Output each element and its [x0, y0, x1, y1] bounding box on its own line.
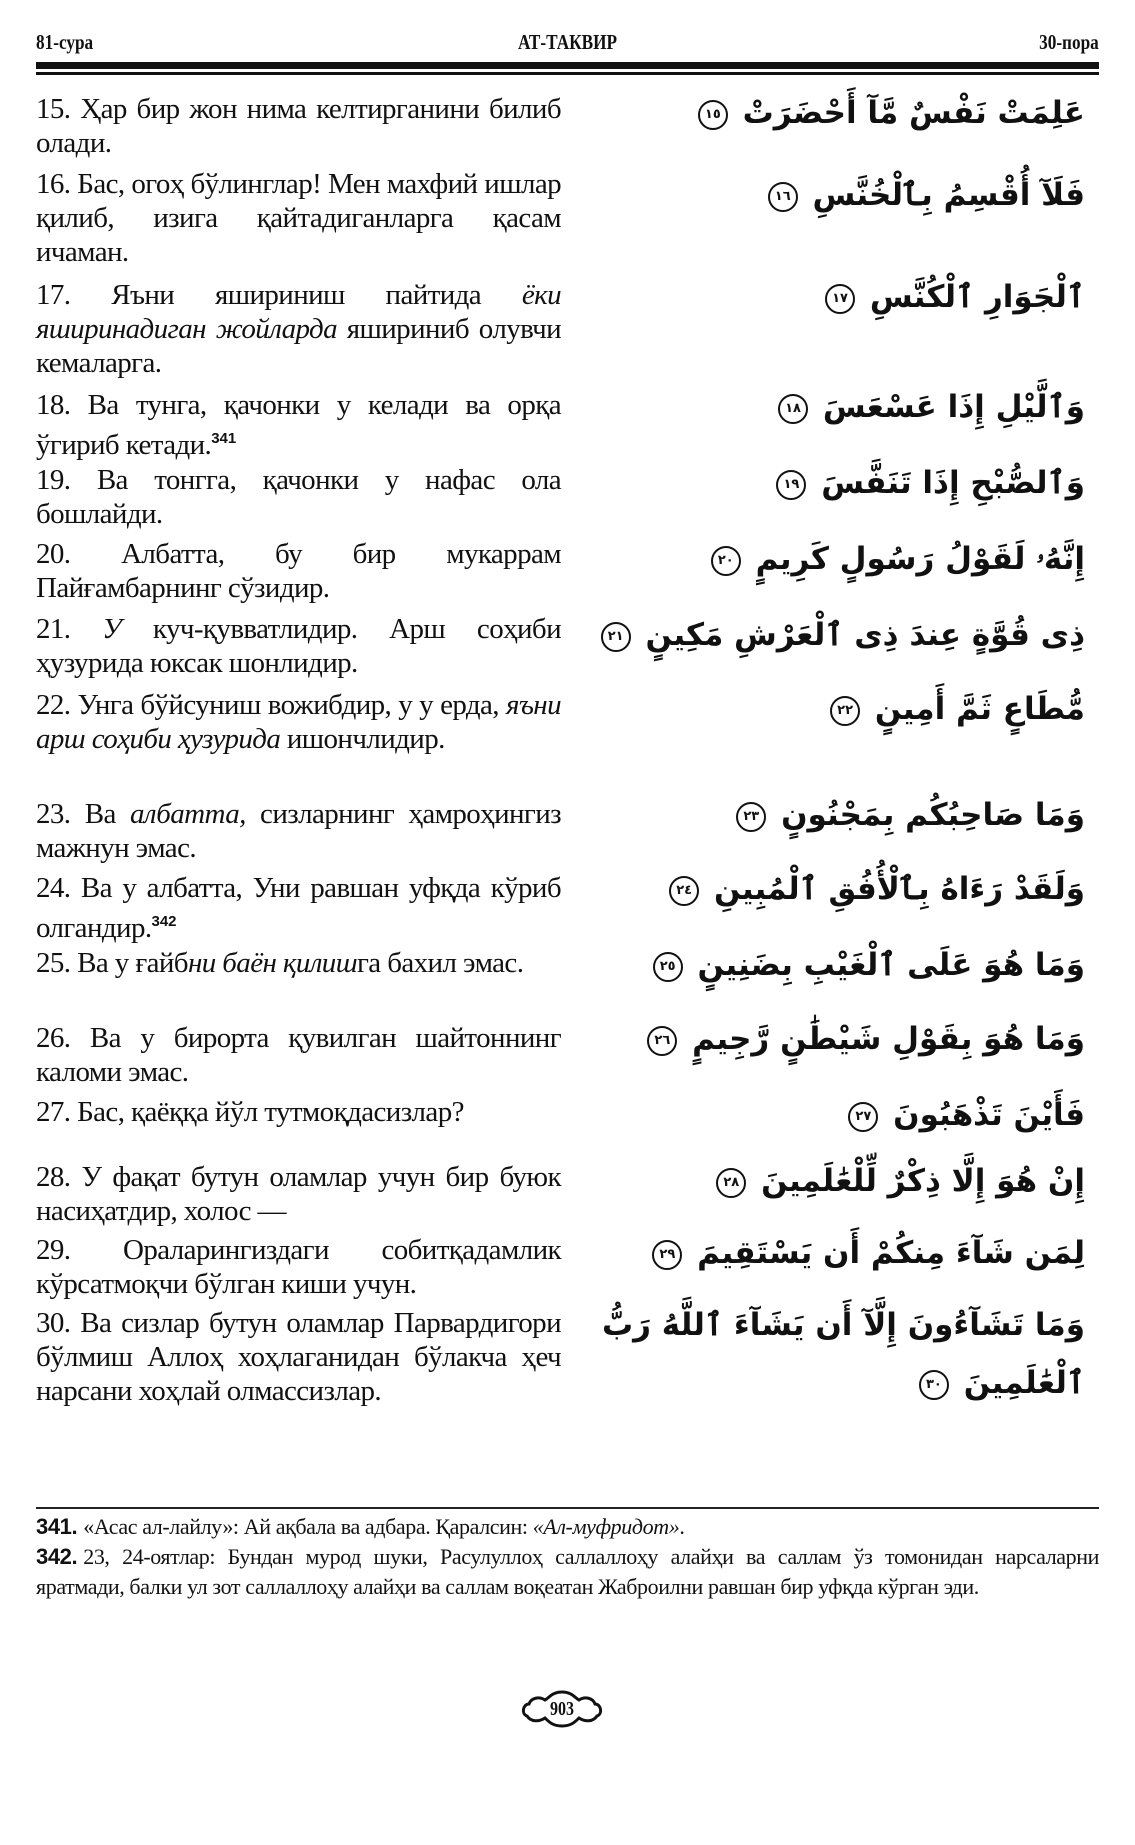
verse-arabic: [585, 272, 1085, 322]
text-segment: 18. Ва тунга, қачонки у келади ва орқа ўгириб кетади.: [36, 389, 561, 461]
verse-arabic: [585, 534, 1085, 584]
verse-number-icon: ٢٢: [830, 696, 860, 726]
text-segment: яшириниб олувчи кемаларга.: [36, 313, 561, 379]
text-segment: 16. Бас, огоҳ бўлинглар! Мен махфий ишлар қилиб, изига қайтадиганларга қасам ичаман.: [36, 168, 561, 268]
verse-translation: [36, 1306, 561, 1408]
verse-number-icon: ٢٠: [711, 546, 741, 576]
footnote-ref[interactable]: 341: [211, 430, 237, 447]
verse-translation: [36, 1160, 561, 1228]
verse-number-icon: ٢٧: [848, 1102, 878, 1132]
verse-number-icon: ٢١: [601, 622, 631, 652]
verse-number-icon: ٢٩: [652, 1240, 682, 1270]
verse-arabic: [585, 790, 1085, 840]
header-rule-thin: [36, 72, 1099, 75]
arabic-text: وَٱلصُّبْحِ إِذَا تَنَفَّسَ: [821, 465, 1085, 501]
verse-translation: [36, 1233, 561, 1301]
italic-text: албатта,: [130, 798, 246, 830]
arabic-text: وَمَا صَاحِبُكُم بِمَجْنُونٍ: [781, 797, 1085, 833]
verse-number-icon: ١٧: [825, 284, 855, 314]
verse-arabic: [585, 1296, 1085, 1412]
verse-number-icon: ١٥: [698, 100, 728, 130]
text-segment: 23, 24-оятлар: Бундан мурод шуки, Расулуллоҳ саллаллоҳу алайҳи ва саллам ўз томонидан нарсаларни яратмади, балки ул зот саллаллоҳу алайҳи ва саллам воқеатан Жаброилни равшан бир уфқда кўрган эди.: [36, 1544, 1099, 1599]
text-segment: 28. У фақат бутун оламлар учун бир буюк насиҳатдир, холос —: [36, 1161, 561, 1227]
text-segment: 22. Унга бўйсуниш вожибдир, у у ерда,: [36, 689, 506, 721]
text-segment: 20. Албатта, бу бир мукаррам Пайғамбарнинг сўзидир.: [36, 538, 561, 604]
text-segment: 25. Ва у ғайб: [36, 947, 188, 979]
text-segment: 26. Ва у бирорта қувилган шайтоннинг каломи эмас.: [36, 1022, 561, 1088]
arabic-text: وَمَا هُوَ عَلَى ٱلْغَيْبِ بِضَنِينٍ: [697, 947, 1085, 983]
arabic-text: ذِى قُوَّةٍ عِندَ ذِى ٱلْعَرْشِ مَكِينٍ: [645, 617, 1085, 653]
arabic-text: فَأَيْنَ تَذْهَبُونَ: [893, 1097, 1085, 1133]
verse-number-icon: ٢٣: [736, 802, 766, 832]
verse-number-icon: ١٦: [768, 182, 798, 212]
header-rule: [36, 62, 1099, 69]
verse-number-icon: ١٨: [778, 394, 808, 424]
text-segment: 15. Ҳар бир жон нима келтирганини билиб олади.: [36, 93, 561, 159]
arabic-text: إِنْ هُوَ إِلَّا ذِكْرٌ لِّلْعَٰلَمِينَ: [761, 1163, 1085, 1199]
footnote: [36, 1542, 1099, 1602]
footnote-number: 341.: [36, 1514, 78, 1539]
arabic-text: لِمَن شَآءَ مِنكُمْ أَن يَسْتَقِيمَ: [697, 1235, 1085, 1271]
verse-translation: [36, 278, 561, 380]
arabic-text: ٱلْجَوَارِ ٱلْكُنَّسِ: [869, 279, 1085, 315]
italic-text: ёки яширинадиган жойларда: [36, 279, 561, 345]
text-segment: 24. Ва у албатта, Уни равшан уфқда кўриб олгандир.: [36, 872, 561, 944]
verse-translation: [36, 797, 561, 865]
verse-arabic: [585, 940, 1085, 990]
italic-text: У: [102, 613, 122, 645]
text-segment: 17. Яъни яшириниш пайтида: [36, 279, 522, 311]
text-segment: ишончлидир.: [280, 723, 445, 755]
italic-text: «Ал-муфридот»: [532, 1514, 680, 1539]
verse-translation: [36, 92, 561, 160]
verse-translation: [36, 1095, 561, 1129]
arabic-text: مُّطَاعٍ ثَمَّ أَمِينٍ: [874, 691, 1085, 727]
surah-title: АТ-ТАКВИР: [517, 30, 618, 54]
arabic-text: وَمَا تَشَآءُونَ إِلَّآ أَن يَشَآءَ ٱللَّهُ رَبُّ ٱلْعَٰلَمِينَ: [602, 1307, 1085, 1401]
text-segment: 23. Ва: [36, 798, 130, 830]
verse-number-icon: ١٩: [776, 470, 806, 500]
text-segment: куч-қувватлидир. Арш соҳиби ҳузурида юксак шонлидир.: [36, 613, 561, 679]
footnote-number: 342.: [36, 1544, 78, 1569]
verse-translation: [36, 463, 561, 531]
verse-translation: [36, 167, 561, 269]
footnote: [36, 1512, 1099, 1542]
text-segment: 21.: [36, 613, 103, 645]
surah-label: 81-сура: [36, 30, 94, 54]
text-segment: 29. Ораларингиздаги собитқадамлик кўрсатмоқчи бўлган киши учун.: [36, 1234, 561, 1300]
verse-arabic: [585, 458, 1085, 508]
text-segment: га бахил эмас.: [357, 947, 524, 979]
arabic-text: فَلَآ أُقْسِمُ بِٱلْخُنَّسِ: [812, 177, 1085, 213]
verse-arabic: [585, 1014, 1085, 1064]
italic-text: ни баён қилиш: [187, 947, 358, 979]
verse-translation: [36, 612, 561, 680]
verse-arabic: [585, 1156, 1085, 1206]
arabic-text: إِنَّهُۥ لَقَوْلُ رَسُولٍ كَرِيمٍ: [755, 541, 1085, 577]
verse-arabic: [585, 382, 1085, 432]
italic-text: яъни арш соҳиби ҳузурида: [36, 689, 561, 755]
verse-arabic: [585, 1090, 1085, 1140]
arabic-text: وَمَا هُوَ بِقَوْلِ شَيْطَٰنٍ رَّجِيمٍ: [692, 1021, 1085, 1057]
text-segment: «Асас ал-лайлу»: Ай ақбала ва адбара. Қаралсин:: [83, 1514, 533, 1539]
footnote-ref[interactable]: 342: [151, 913, 177, 930]
text-segment: 27. Бас, қаёққа йўл тутмоқдасизлар?: [36, 1096, 464, 1128]
verse-translation: [36, 946, 561, 980]
verse-arabic: [585, 170, 1085, 220]
arabic-text: عَلِمَتْ نَفْسٌ مَّآ أَحْضَرَتْ: [742, 95, 1085, 131]
verse-translation: [36, 537, 561, 605]
arabic-text: وَلَقَدْ رَءَاهُ بِٱلْأُفُقِ ٱلْمُبِينِ: [713, 871, 1085, 907]
verse-arabic: [585, 1228, 1085, 1278]
verse-translation: [36, 871, 561, 945]
verse-translation: [36, 388, 561, 462]
verse-arabic: [585, 684, 1085, 734]
text-segment: .: [679, 1514, 685, 1539]
verse-arabic: [585, 610, 1085, 660]
text-segment: сизларнинг ҳамроҳингиз мажнун эмас.: [36, 798, 561, 864]
footnote-rule: [36, 1507, 1099, 1509]
verse-number-icon: ٣٠: [919, 1370, 949, 1400]
page-number-ornament: [517, 1690, 607, 1728]
verse-number-icon: ٢٨: [716, 1168, 746, 1198]
verse-number-icon: ٢٦: [647, 1026, 677, 1056]
verse-arabic: [585, 88, 1085, 138]
verse-translation: [36, 1021, 561, 1089]
arabic-text: وَٱلَّيْلِ إِذَا عَسْعَسَ: [822, 389, 1085, 425]
page-number: 903: [550, 1698, 574, 1720]
text-segment: 19. Ва тонгга, қачонки у нафас ола бошлайди.: [36, 464, 561, 530]
text-segment: 30. Ва сизлар бутун оламлар Парвардигори бўлмиш Аллоҳ хоҳлаганидан бўлакча ҳеч нарсани хоҳлай олмассизлар.: [36, 1307, 561, 1407]
verse-number-icon: ٢٤: [669, 876, 699, 906]
juz-label: 30-пора: [1039, 30, 1099, 54]
verse-arabic: [585, 864, 1085, 914]
verse-translation: [36, 688, 561, 756]
verse-number-icon: ٢٥: [653, 952, 683, 982]
